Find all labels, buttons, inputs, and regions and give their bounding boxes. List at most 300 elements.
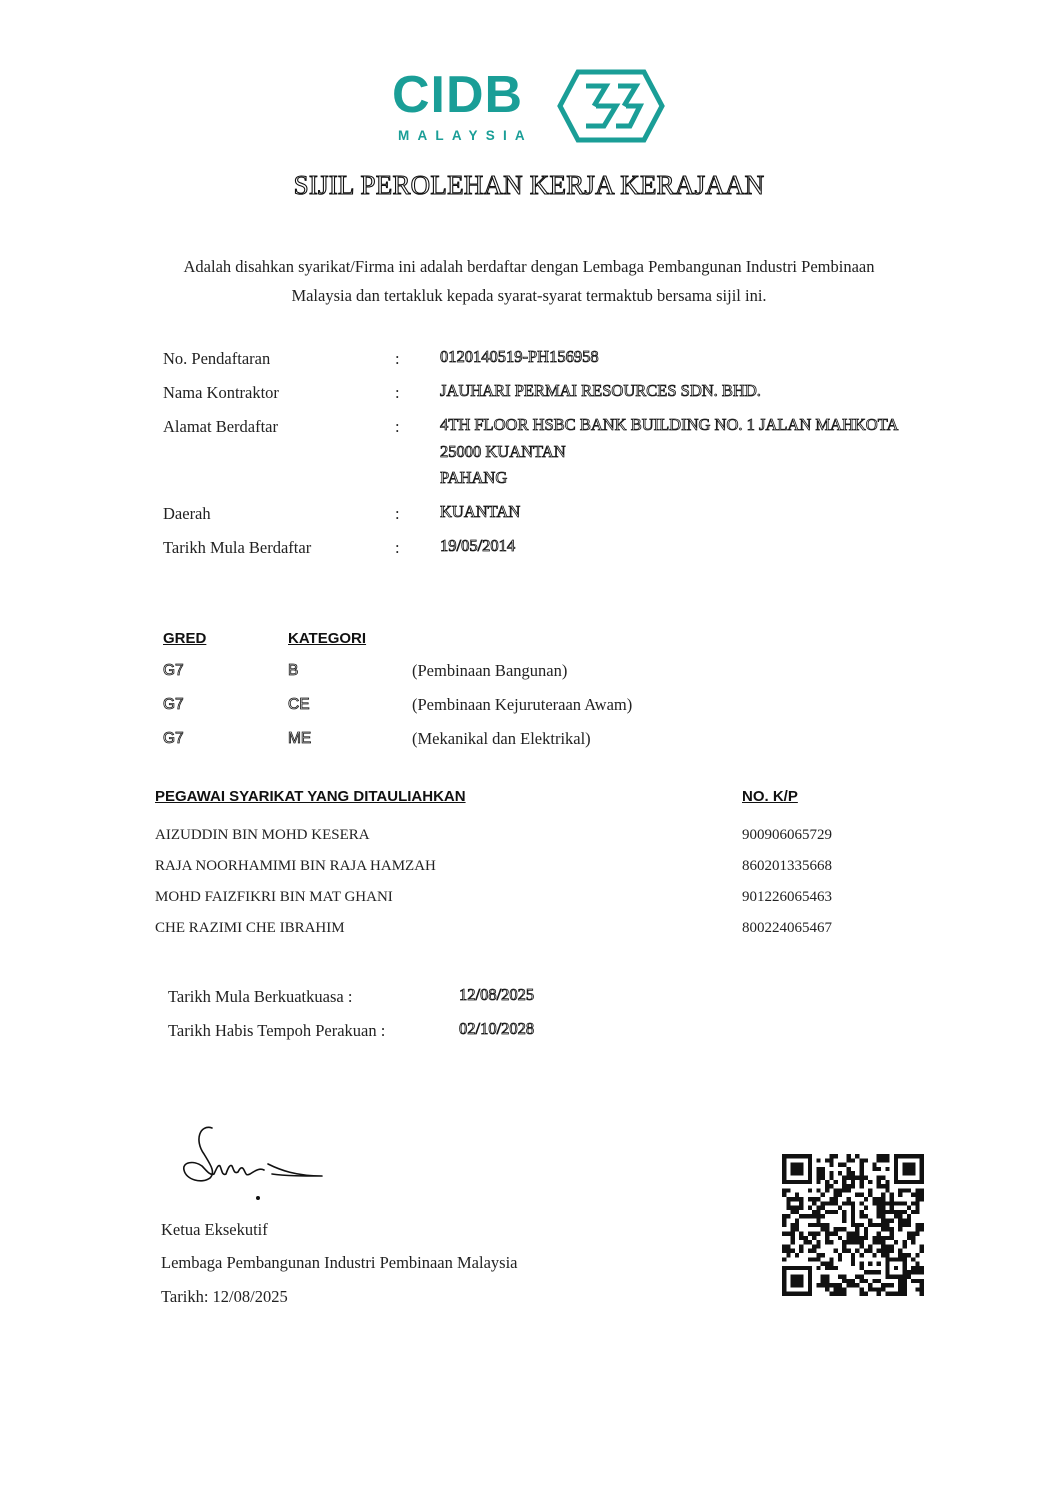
- qr-module: [842, 1249, 846, 1253]
- qr-module: [894, 1201, 898, 1205]
- qr-module: [855, 1193, 859, 1197]
- qr-module: [915, 1188, 919, 1192]
- qr-module: [881, 1206, 885, 1210]
- qr-module: [851, 1210, 855, 1214]
- qr-module: [821, 1274, 825, 1278]
- qr-module: [881, 1236, 885, 1240]
- qr-module: [885, 1292, 889, 1296]
- qr-module: [825, 1279, 829, 1283]
- qr-module: [782, 1279, 786, 1283]
- qr-module: [872, 1253, 876, 1257]
- qr-module: [911, 1193, 915, 1197]
- signatory-position: Ketua Eksekutif: [161, 1220, 268, 1239]
- qr-module: [907, 1214, 911, 1218]
- category-header: KATEGORI: [288, 630, 367, 647]
- qr-module: [894, 1171, 898, 1175]
- qr-module: [808, 1274, 812, 1278]
- qr-module: [791, 1266, 795, 1270]
- qr-module: [920, 1223, 924, 1227]
- qr-module: [838, 1292, 842, 1296]
- qr-module: [868, 1244, 872, 1248]
- qr-module: [898, 1180, 902, 1184]
- qr-module: [791, 1292, 795, 1296]
- svg-text:MALAYSIA: MALAYSIA: [398, 128, 533, 143]
- qr-module: [911, 1270, 915, 1274]
- qr-module: [847, 1236, 851, 1240]
- qr-module: [851, 1257, 855, 1261]
- qr-module: [915, 1223, 919, 1227]
- qr-module: [799, 1214, 803, 1218]
- qr-module: [842, 1210, 846, 1214]
- qr-module: [881, 1184, 885, 1188]
- qr-module: [885, 1227, 889, 1231]
- qr-module: [791, 1279, 795, 1283]
- qr-module: [877, 1262, 881, 1266]
- qr-module: [877, 1249, 881, 1253]
- qr-module: [799, 1283, 803, 1287]
- qr-module: [808, 1231, 812, 1235]
- qr-module: [808, 1180, 812, 1184]
- qr-module: [834, 1188, 838, 1192]
- qr-module: [847, 1283, 851, 1287]
- qr-module: [885, 1210, 889, 1214]
- qr-module: [838, 1287, 842, 1291]
- qr-module: [855, 1274, 859, 1278]
- qr-module: [911, 1236, 915, 1240]
- qr-module: [868, 1283, 872, 1287]
- qr-module: [782, 1287, 786, 1291]
- qr-module: [898, 1227, 902, 1231]
- qr-module: [920, 1287, 924, 1291]
- qr-module: [911, 1201, 915, 1205]
- qr-module: [859, 1210, 863, 1214]
- qr-module: [782, 1171, 786, 1175]
- qr-module: [864, 1231, 868, 1235]
- qr-module: [791, 1167, 795, 1171]
- qr-module: [864, 1270, 868, 1274]
- qr-module: [911, 1240, 915, 1244]
- qr-module: [829, 1240, 833, 1244]
- qr-module: [834, 1287, 838, 1291]
- qr-module: [859, 1287, 863, 1291]
- qr-module: [872, 1287, 876, 1291]
- qr-module: [804, 1240, 808, 1244]
- qr-module: [851, 1262, 855, 1266]
- qr-module: [920, 1292, 924, 1296]
- qr-module: [877, 1240, 881, 1244]
- qr-module: [877, 1214, 881, 1218]
- qr-module: [838, 1274, 842, 1278]
- qr-module: [829, 1171, 833, 1175]
- qr-module: [881, 1201, 885, 1205]
- qr-module: [890, 1283, 894, 1287]
- qr-module: [859, 1167, 863, 1171]
- qr-module: [864, 1206, 868, 1210]
- qr-module: [799, 1180, 803, 1184]
- qr-module: [808, 1257, 812, 1261]
- qr-module: [812, 1201, 816, 1205]
- qr-module: [821, 1171, 825, 1175]
- qr-module: [847, 1279, 851, 1283]
- qr-module: [902, 1219, 906, 1223]
- qr-module: [890, 1227, 894, 1231]
- qr-module: [885, 1236, 889, 1240]
- qr-module: [782, 1176, 786, 1180]
- qr-module: [915, 1180, 919, 1184]
- qr-module: [881, 1158, 885, 1162]
- qr-module: [894, 1257, 898, 1261]
- qr-module: [907, 1223, 911, 1227]
- address-colon: :: [395, 417, 400, 436]
- qr-module: [872, 1270, 876, 1274]
- qr-module: [786, 1154, 790, 1158]
- qr-module: [877, 1210, 881, 1214]
- qr-module: [782, 1219, 786, 1223]
- qr-module: [872, 1236, 876, 1240]
- qr-module: [821, 1223, 825, 1227]
- qr-module: [791, 1206, 795, 1210]
- qr-module: [825, 1180, 829, 1184]
- qr-module: [864, 1292, 868, 1296]
- qr-module: [877, 1223, 881, 1227]
- qr-module: [881, 1244, 885, 1248]
- svg-text:CIDB: CIDB: [392, 66, 524, 124]
- qr-module: [855, 1249, 859, 1253]
- qr-module: [804, 1236, 808, 1240]
- qr-module: [782, 1274, 786, 1278]
- qr-module: [881, 1227, 885, 1231]
- qr-module: [885, 1188, 889, 1192]
- qr-module: [825, 1262, 829, 1266]
- qr-module: [847, 1231, 851, 1235]
- qr-module: [829, 1210, 833, 1214]
- grade-row-1-grade: G7: [163, 662, 184, 679]
- qr-module: [834, 1193, 838, 1197]
- qr-module: [804, 1154, 808, 1158]
- qr-module: [851, 1231, 855, 1235]
- grade-row-2-category: CE: [288, 696, 310, 713]
- qr-module: [825, 1188, 829, 1192]
- qr-module: [898, 1257, 902, 1261]
- qr-module: [825, 1287, 829, 1291]
- qr-module: [842, 1244, 846, 1248]
- qr-module: [842, 1163, 846, 1167]
- qr-module: [795, 1171, 799, 1175]
- qr-module: [864, 1249, 868, 1253]
- qr-module: [898, 1193, 902, 1197]
- qr-module: [795, 1266, 799, 1270]
- qr-module: [838, 1227, 842, 1231]
- qr-module: [782, 1214, 786, 1218]
- qr-module: [859, 1244, 863, 1248]
- qr-module: [816, 1180, 820, 1184]
- qr-module: [898, 1274, 902, 1278]
- qr-module: [786, 1188, 790, 1192]
- qr-module: [902, 1279, 906, 1283]
- qr-module: [894, 1163, 898, 1167]
- qr-module: [915, 1287, 919, 1291]
- qr-module: [898, 1279, 902, 1283]
- qr-module: [885, 1253, 889, 1257]
- qr-module: [821, 1193, 825, 1197]
- qr-module: [825, 1236, 829, 1240]
- qr-module: [859, 1274, 863, 1278]
- qr-module: [816, 1167, 820, 1171]
- qr-module: [907, 1180, 911, 1184]
- qr-module: [920, 1176, 924, 1180]
- qr-module: [791, 1240, 795, 1244]
- qr-module: [842, 1240, 846, 1244]
- qr-module: [885, 1223, 889, 1227]
- qr-module: [868, 1270, 872, 1274]
- qr-module: [877, 1287, 881, 1291]
- qr-module: [829, 1201, 833, 1205]
- qr-module: [851, 1283, 855, 1287]
- qr-module: [907, 1270, 911, 1274]
- qr-module: [834, 1292, 838, 1296]
- contractor-label: Nama Kontraktor: [163, 383, 279, 402]
- qr-module: [847, 1201, 851, 1205]
- qr-module: [834, 1231, 838, 1235]
- qr-module: [829, 1197, 833, 1201]
- intro-paragraph: [140, 252, 918, 310]
- qr-module: [890, 1257, 894, 1261]
- qr-module: [795, 1274, 799, 1278]
- qr-module: [907, 1154, 911, 1158]
- signatory-organisation: Lembaga Pembangunan Industri Pembinaan Malaysia: [161, 1253, 518, 1272]
- signatory-date: Tarikh: 12/08/2025: [161, 1287, 288, 1306]
- qr-module: [847, 1188, 851, 1192]
- qr-module: [851, 1279, 855, 1283]
- qr-module: [816, 1176, 820, 1180]
- qr-module: [902, 1266, 906, 1270]
- qr-module: [894, 1210, 898, 1214]
- qr-module: [920, 1279, 924, 1283]
- qr-module: [804, 1292, 808, 1296]
- qr-module: [791, 1180, 795, 1184]
- qr-module: [808, 1206, 812, 1210]
- qr-module: [915, 1197, 919, 1201]
- qr-module: [855, 1176, 859, 1180]
- qr-module: [894, 1292, 898, 1296]
- qr-module: [816, 1240, 820, 1244]
- qr-module: [907, 1188, 911, 1192]
- qr-module: [855, 1154, 859, 1158]
- qr-module: [834, 1201, 838, 1205]
- qr-module: [855, 1223, 859, 1227]
- qr-module: [859, 1236, 863, 1240]
- qr-module: [898, 1219, 902, 1223]
- qr-module: [859, 1253, 863, 1257]
- qr-module: [911, 1163, 915, 1167]
- qr-module: [825, 1240, 829, 1244]
- qr-module: [795, 1279, 799, 1283]
- qr-module: [881, 1210, 885, 1214]
- qr-module: [808, 1163, 812, 1167]
- qr-module: [894, 1214, 898, 1218]
- qr-module: [915, 1270, 919, 1274]
- qr-code-icon: [782, 1154, 924, 1296]
- qr-module: [799, 1167, 803, 1171]
- qr-module: [915, 1227, 919, 1231]
- qr-module: [804, 1266, 808, 1270]
- qr-module: [842, 1180, 846, 1184]
- qr-module: [847, 1184, 851, 1188]
- qr-module: [894, 1154, 898, 1158]
- qr-module: [808, 1167, 812, 1171]
- qr-module: [816, 1283, 820, 1287]
- qr-module: [816, 1206, 820, 1210]
- qr-module: [786, 1197, 790, 1201]
- qr-module: [890, 1193, 894, 1197]
- qr-module: [851, 1223, 855, 1227]
- qr-module: [825, 1223, 829, 1227]
- qr-module: [808, 1279, 812, 1283]
- qr-module: [791, 1223, 795, 1227]
- qr-module: [782, 1270, 786, 1274]
- qr-module: [782, 1167, 786, 1171]
- qr-module: [902, 1274, 906, 1278]
- qr-module: [920, 1266, 924, 1270]
- qr-module: [782, 1257, 786, 1261]
- qr-module: [890, 1231, 894, 1235]
- qr-module: [838, 1188, 842, 1192]
- qr-module: [795, 1227, 799, 1231]
- qr-module: [877, 1154, 881, 1158]
- qr-module: [881, 1219, 885, 1223]
- qr-module: [829, 1262, 833, 1266]
- qr-module: [847, 1240, 851, 1244]
- qr-module: [872, 1223, 876, 1227]
- qr-module: [890, 1249, 894, 1253]
- qr-module: [791, 1154, 795, 1158]
- qr-module: [920, 1193, 924, 1197]
- qr-module: [885, 1180, 889, 1184]
- qr-module: [855, 1231, 859, 1235]
- qr-module: [799, 1154, 803, 1158]
- qr-module: [812, 1257, 816, 1261]
- qr-module: [808, 1188, 812, 1192]
- start-date-label: Tarikh Mula Berdaftar: [163, 538, 312, 557]
- qr-module: [834, 1249, 838, 1253]
- qr-module: [859, 1223, 863, 1227]
- effective-date-label: Tarikh Mula Berkuatkuasa :: [168, 987, 353, 1006]
- qr-module: [881, 1214, 885, 1218]
- qr-module: [851, 1219, 855, 1223]
- qr-module: [902, 1292, 906, 1296]
- qr-module: [898, 1210, 902, 1214]
- qr-module: [799, 1279, 803, 1283]
- qr-module: [855, 1240, 859, 1244]
- qr-module: [911, 1257, 915, 1261]
- qr-module: [915, 1201, 919, 1205]
- qr-module: [842, 1219, 846, 1223]
- address-line-1: 4TH FLOOR HSBC BANK BUILDING NO. 1 JALAN MAHKOTA: [440, 415, 899, 434]
- qr-module: [911, 1180, 915, 1184]
- qr-module: [812, 1197, 816, 1201]
- qr-module: [885, 1201, 889, 1205]
- qr-module: [877, 1176, 881, 1180]
- address-line-2: 25000 KUANTAN: [440, 441, 566, 461]
- qr-module: [864, 1227, 868, 1231]
- qr-module: [821, 1279, 825, 1283]
- qr-module: [808, 1171, 812, 1175]
- qr-module: [872, 1197, 876, 1201]
- qr-module: [799, 1249, 803, 1253]
- qr-module: [816, 1158, 820, 1162]
- qr-module: [782, 1163, 786, 1167]
- contractor-colon: :: [395, 383, 400, 402]
- grade-row-1-category: B: [288, 662, 299, 679]
- qr-module: [864, 1236, 868, 1240]
- district-value: KUANTAN: [440, 502, 521, 521]
- qr-module: [829, 1184, 833, 1188]
- qr-module: [821, 1283, 825, 1287]
- qr-module: [795, 1167, 799, 1171]
- qr-module: [911, 1266, 915, 1270]
- qr-module: [864, 1197, 868, 1201]
- qr-module: [825, 1266, 829, 1270]
- qr-module: [799, 1292, 803, 1296]
- qr-module: [838, 1253, 842, 1257]
- qr-module: [782, 1158, 786, 1162]
- qr-module: [821, 1167, 825, 1171]
- qr-module: [842, 1274, 846, 1278]
- qr-module: [847, 1167, 851, 1171]
- qr-module: [877, 1236, 881, 1240]
- qr-module: [907, 1206, 911, 1210]
- qr-module: [877, 1197, 881, 1201]
- qr-module: [915, 1253, 919, 1257]
- qr-module: [894, 1240, 898, 1244]
- qr-module: [890, 1236, 894, 1240]
- qr-module: [911, 1167, 915, 1171]
- qr-module: [786, 1231, 790, 1235]
- qr-module: [791, 1210, 795, 1214]
- qr-module: [898, 1154, 902, 1158]
- qr-module: [885, 1274, 889, 1278]
- qr-module: [829, 1176, 833, 1180]
- qr-module: [821, 1253, 825, 1257]
- qr-module: [885, 1167, 889, 1171]
- qr-module: [795, 1206, 799, 1210]
- qr-module: [864, 1158, 868, 1162]
- officer-3-id: 901226065463: [742, 889, 832, 905]
- qr-module: [868, 1249, 872, 1253]
- qr-module: [834, 1210, 838, 1214]
- qr-module: [890, 1206, 894, 1210]
- qr-module: [808, 1249, 812, 1253]
- qr-module: [791, 1163, 795, 1167]
- qr-module: [915, 1154, 919, 1158]
- officer-2-name: RAJA NOORHAMIMI BIN RAJA HAMZAH: [155, 858, 436, 874]
- qr-module: [795, 1180, 799, 1184]
- officer-4-id: 800224065467: [742, 920, 832, 936]
- qr-module: [816, 1171, 820, 1175]
- district-label: Daerah: [163, 504, 211, 523]
- qr-module: [838, 1193, 842, 1197]
- qr-module: [864, 1214, 868, 1218]
- qr-module: [842, 1184, 846, 1188]
- qr-module: [825, 1231, 829, 1235]
- qr-module: [851, 1158, 855, 1162]
- qr-module: [782, 1249, 786, 1253]
- qr-module: [834, 1197, 838, 1201]
- qr-module: [890, 1244, 894, 1248]
- qr-module: [907, 1167, 911, 1171]
- qr-module: [795, 1197, 799, 1201]
- qr-module: [894, 1167, 898, 1171]
